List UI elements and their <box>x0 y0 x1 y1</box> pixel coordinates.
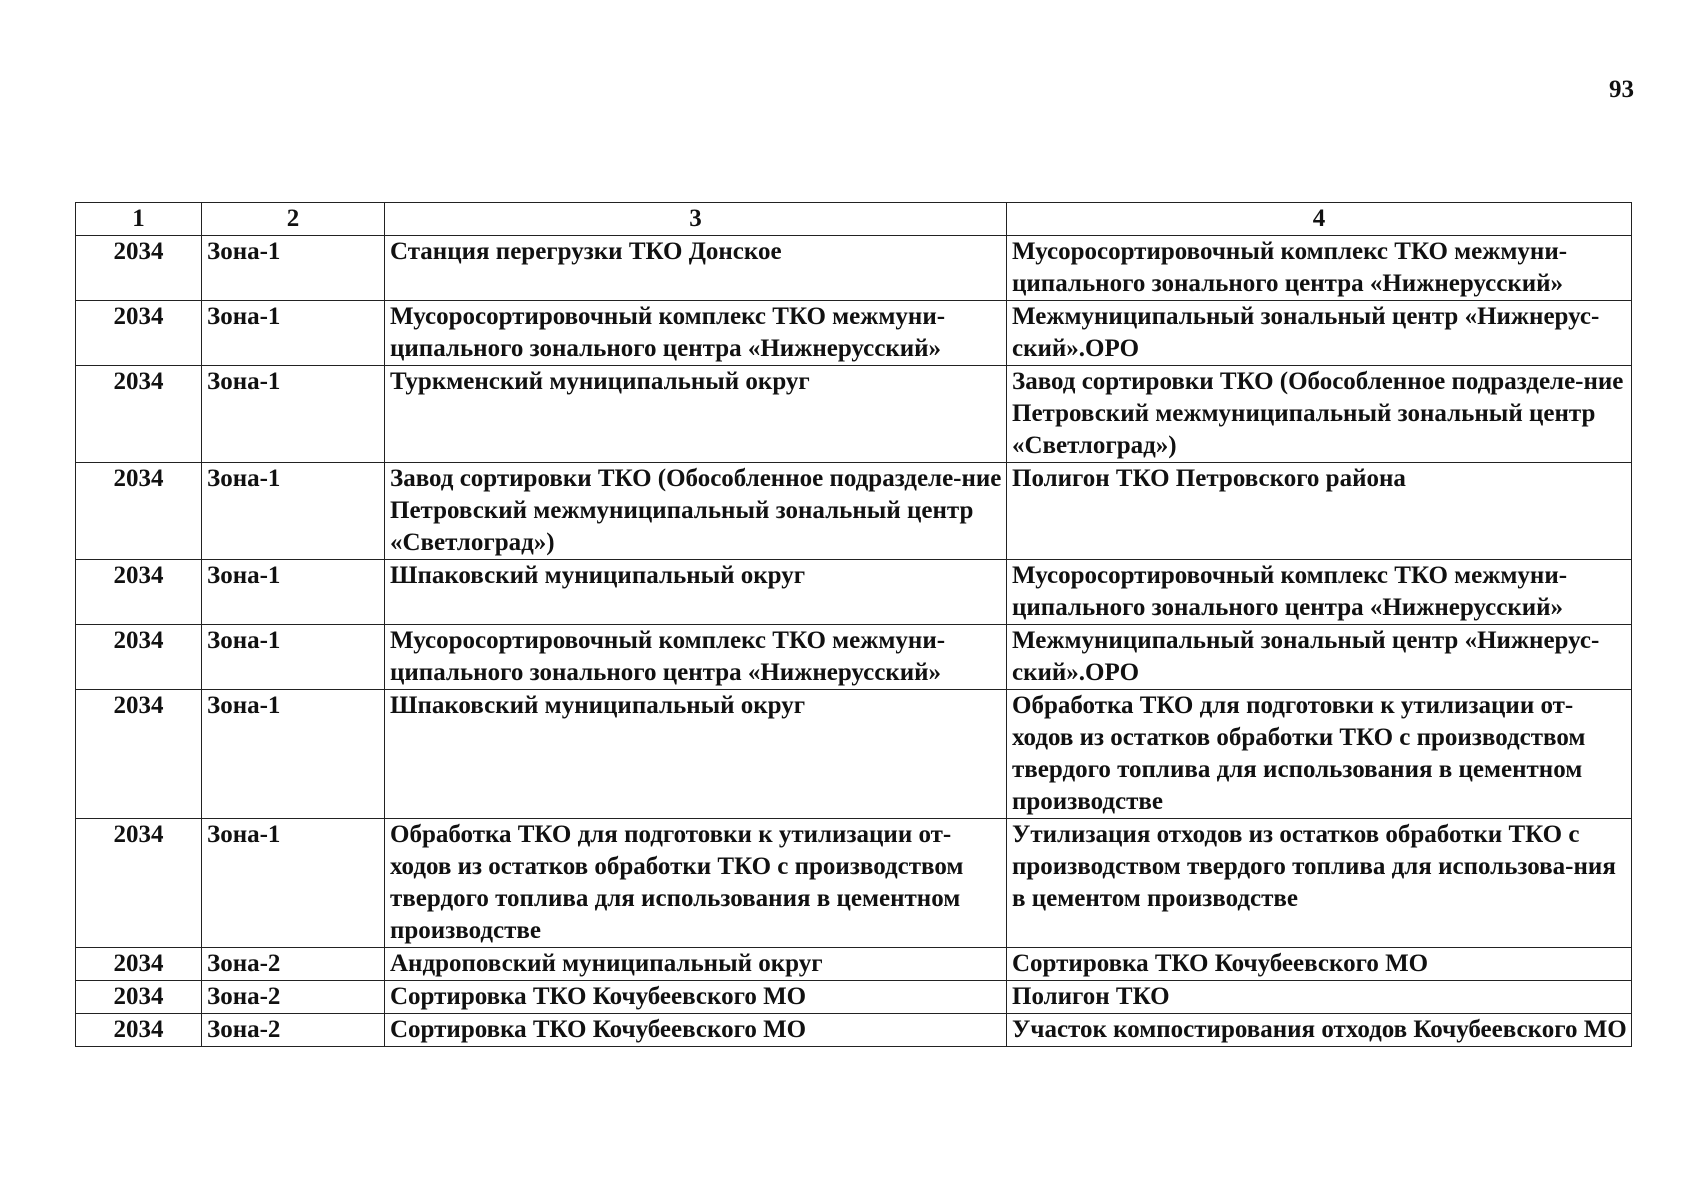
cell-zone: Зона-2 <box>202 981 385 1014</box>
column-header-3: 3 <box>385 203 1007 236</box>
table-row <box>76 301 1632 366</box>
table-header-row <box>76 203 1632 236</box>
cell-zone: Зона-1 <box>202 625 385 690</box>
table-row <box>76 560 1632 625</box>
table-row <box>76 819 1632 948</box>
cell-zone: Зона-1 <box>202 819 385 948</box>
table-row <box>76 981 1632 1014</box>
cell-year: 2034 <box>76 1014 202 1047</box>
cell-year: 2034 <box>76 948 202 981</box>
cell-year: 2034 <box>76 625 202 690</box>
cell-year: 2034 <box>76 819 202 948</box>
cell-year: 2034 <box>76 236 202 301</box>
cell-destination: Участок компостирования отходов Кочубеевского МО <box>1007 1014 1632 1047</box>
column-header-1: 1 <box>76 203 202 236</box>
page-number: 93 <box>1609 76 1634 103</box>
cell-source: Андроповский муниципальный округ <box>385 948 1007 981</box>
cell-year: 2034 <box>76 981 202 1014</box>
cell-zone: Зона-2 <box>202 1014 385 1047</box>
cell-source: Обработка ТКО для подготовки к утилизации от-ходов из остатков обработки ТКО с производством твердого топлива для использования в цементном производстве <box>385 819 1007 948</box>
cell-zone: Зона-1 <box>202 560 385 625</box>
cell-source: Мусоросортировочный комплекс ТКО межмуни-ципального зонального центра «Нижнерусский» <box>385 301 1007 366</box>
table-row <box>76 625 1632 690</box>
cell-destination: Полигон ТКО <box>1007 981 1632 1014</box>
table-row <box>76 236 1632 301</box>
cell-destination: Мусоросортировочный комплекс ТКО межмуни-ципального зонального центра «Нижнерусский» <box>1007 560 1632 625</box>
cell-zone: Зона-1 <box>202 366 385 463</box>
cell-zone: Зона-2 <box>202 948 385 981</box>
cell-destination: Мусоросортировочный комплекс ТКО межмуни-ципального зонального центра «Нижнерусский» <box>1007 236 1632 301</box>
cell-source: Сортировка ТКО Кочубеевского МО <box>385 981 1007 1014</box>
cell-source: Шпаковский муниципальный округ <box>385 690 1007 819</box>
cell-year: 2034 <box>76 690 202 819</box>
cell-destination: Межмуниципальный зональный центр «Нижнерус-ский».ОРО <box>1007 625 1632 690</box>
cell-source: Завод сортировки ТКО (Обособленное подразделе-ние Петровский межмуниципальный зональный центр «Светлоград») <box>385 463 1007 560</box>
table-row <box>76 948 1632 981</box>
cell-source: Станция перегрузки ТКО Донское <box>385 236 1007 301</box>
cell-zone: Зона-1 <box>202 690 385 819</box>
cell-destination: Межмуниципальный зональный центр «Нижнерус-ский».ОРО <box>1007 301 1632 366</box>
table-row <box>76 690 1632 819</box>
cell-zone: Зона-1 <box>202 463 385 560</box>
cell-source: Сортировка ТКО Кочубеевского МО <box>385 1014 1007 1047</box>
cell-destination: Утилизация отходов из остатков обработки ТКО с производством твердого топлива для использова-ния в цементом производстве <box>1007 819 1632 948</box>
table-row <box>76 463 1632 560</box>
cell-source: Шпаковский муниципальный округ <box>385 560 1007 625</box>
cell-zone: Зона-1 <box>202 236 385 301</box>
cell-year: 2034 <box>76 301 202 366</box>
column-header-4: 4 <box>1007 203 1632 236</box>
cell-year: 2034 <box>76 560 202 625</box>
routes-table <box>75 202 1632 1047</box>
cell-destination: Обработка ТКО для подготовки к утилизации от-ходов из остатков обработки ТКО с производством твердого топлива для использования в цементном производстве <box>1007 690 1632 819</box>
cell-destination: Сортировка ТКО Кочубеевского МО <box>1007 948 1632 981</box>
cell-source: Туркменский муниципальный округ <box>385 366 1007 463</box>
table-row <box>76 1014 1632 1047</box>
cell-source: Мусоросортировочный комплекс ТКО межмуни-ципального зонального центра «Нижнерусский» <box>385 625 1007 690</box>
cell-zone: Зона-1 <box>202 301 385 366</box>
table-row <box>76 366 1632 463</box>
cell-year: 2034 <box>76 366 202 463</box>
cell-destination: Полигон ТКО Петровского района <box>1007 463 1632 560</box>
cell-destination: Завод сортировки ТКО (Обособленное подразделе-ние Петровский межмуниципальный зональный центр «Светлоград») <box>1007 366 1632 463</box>
column-header-2: 2 <box>202 203 385 236</box>
cell-year: 2034 <box>76 463 202 560</box>
